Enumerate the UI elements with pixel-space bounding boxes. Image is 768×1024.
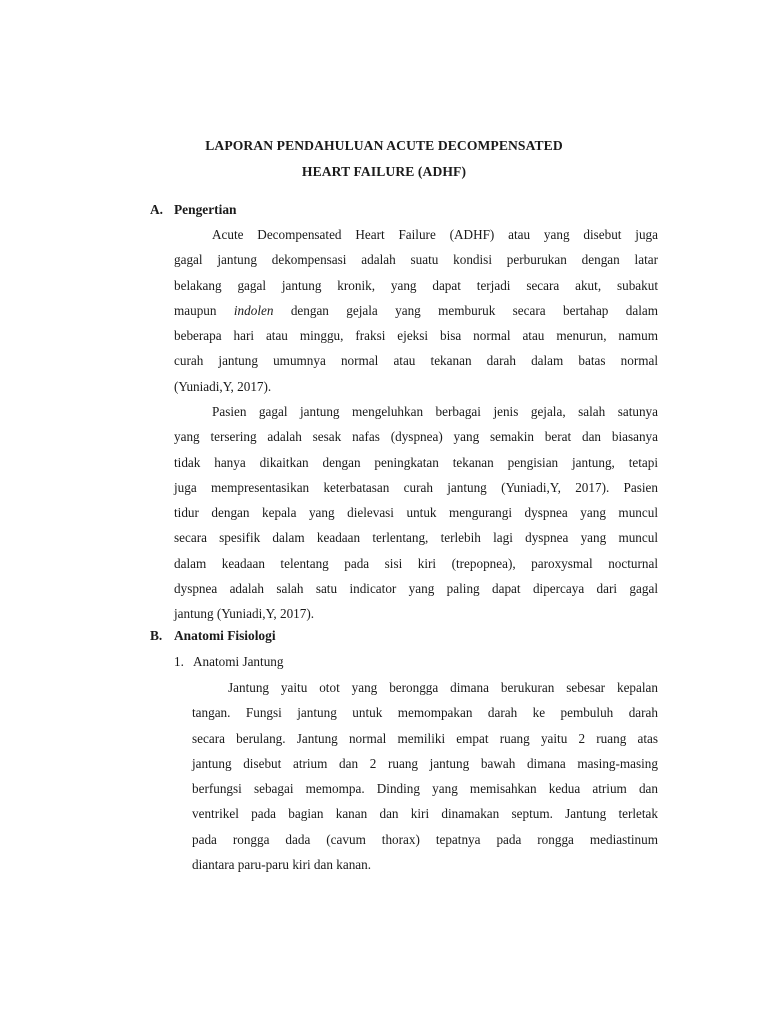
section-a-paragraph-1 bbox=[174, 222, 658, 399]
paragraph-line: diantara paru-paru kiri dan kanan. bbox=[192, 857, 372, 873]
paragraph-line: beberapa hari atau minggu, fraksi ejeksi bisa normal atau menurun, namum bbox=[174, 328, 658, 344]
paragraph-line: dyspnea adalah salah satu indicator yang paling dapat dipercaya dari gagal bbox=[174, 581, 658, 597]
paragraph-line: tidur dengan kepala yang dielevasi untuk mengurangi dyspnea yang muncul bbox=[174, 505, 658, 521]
section-a-paragraph-2 bbox=[174, 399, 658, 627]
section-a-letter: A. bbox=[150, 202, 164, 217]
document-title-line-1: LAPORAN PENDAHULUAN ACUTE DECOMPENSATED bbox=[205, 138, 563, 153]
subsection-1-paragraph bbox=[192, 675, 658, 877]
paragraph-line: Jantung yaitu otot yang berongga dimana berukuran sebesar kepalan bbox=[228, 680, 658, 695]
paragraph-line: Acute Decompensated Heart Failure (ADHF) atau yang disebut juga bbox=[212, 227, 658, 242]
paragraph-line: yang tersering adalah sesak nafas (dyspnea) yang semakin berat dan biasanya bbox=[174, 429, 658, 445]
paragraph-line: tidak hanya dikaitkan dengan peningkatan tekanan pengisian jantung, tetapi bbox=[174, 454, 658, 470]
section-b-title: Anatomi Fisiologi bbox=[174, 628, 276, 643]
paragraph-line: berfungsi sebagai memompa. Dinding yang memisahkan kedua atrium dan bbox=[192, 781, 658, 797]
subsection-1-number: 1. bbox=[174, 654, 184, 669]
paragraph-line: curah jantung umumnya normal atau tekanan darah dalam batas normal bbox=[174, 353, 658, 369]
section-b-letter: B. bbox=[150, 628, 163, 643]
subsection-1-title: Anatomi Jantung bbox=[193, 654, 284, 669]
paragraph-line: jantung (Yuniadi,Y, 2017). bbox=[174, 606, 315, 622]
document-title-line-2: HEART FAILURE (ADHF) bbox=[301, 164, 467, 179]
paragraph-line: (Yuniadi,Y, 2017). bbox=[174, 378, 272, 394]
section-a-heading bbox=[150, 202, 236, 218]
paragraph-line: secara berulang. Jantung normal memiliki empat ruang yaitu 2 ruang atas bbox=[192, 730, 658, 746]
paragraph-line-start: maupun bbox=[174, 302, 234, 318]
paragraph-line: jantung disebut atrium dan 2 ruang jantung bawah dimana masing-masing bbox=[192, 755, 658, 771]
paragraph-line: gagal jantung dekompensasi adalah suatu kondisi perburukan dengan latar bbox=[174, 252, 658, 268]
paragraph-line: dalam keadaan telentang pada sisi kiri (trepopnea), paroxysmal nocturnal bbox=[174, 555, 658, 571]
italic-term: indolen bbox=[233, 302, 274, 318]
paragraph-line: Pasien gagal jantung mengeluhkan berbagai jenis gejala, salah satunya bbox=[212, 404, 658, 419]
paragraph-line: tangan. Fungsi jantung untuk memompakan darah ke pembuluh darah bbox=[192, 705, 658, 721]
paragraph-line: belakang gagal jantung kronik, yang dapat terjadi secara akut, subakut bbox=[174, 277, 658, 293]
paragraph-line: secara spesifik dalam keadaan terlentang, terlebih lagi dyspnea yang muncul bbox=[174, 530, 658, 546]
paragraph-line-end: dengan gejala yang memburuk secara bertahap dalam bbox=[273, 302, 658, 318]
paragraph-line: ventrikel pada bagian kanan dan kiri dinamakan septum. Jantung terletak bbox=[192, 806, 658, 822]
section-b-heading bbox=[150, 628, 276, 644]
paragraph-line: pada rongga dada (cavum thorax) tepatnya pada rongga mediastinum bbox=[192, 831, 658, 847]
paragraph-line: juga mempresentasikan keterbatasan curah jantung (Yuniadi,Y, 2017). Pasien bbox=[174, 479, 658, 495]
section-a-title: Pengertian bbox=[174, 202, 237, 217]
subsection-1-heading bbox=[174, 654, 283, 670]
paragraph-line-with-italic bbox=[174, 298, 658, 323]
